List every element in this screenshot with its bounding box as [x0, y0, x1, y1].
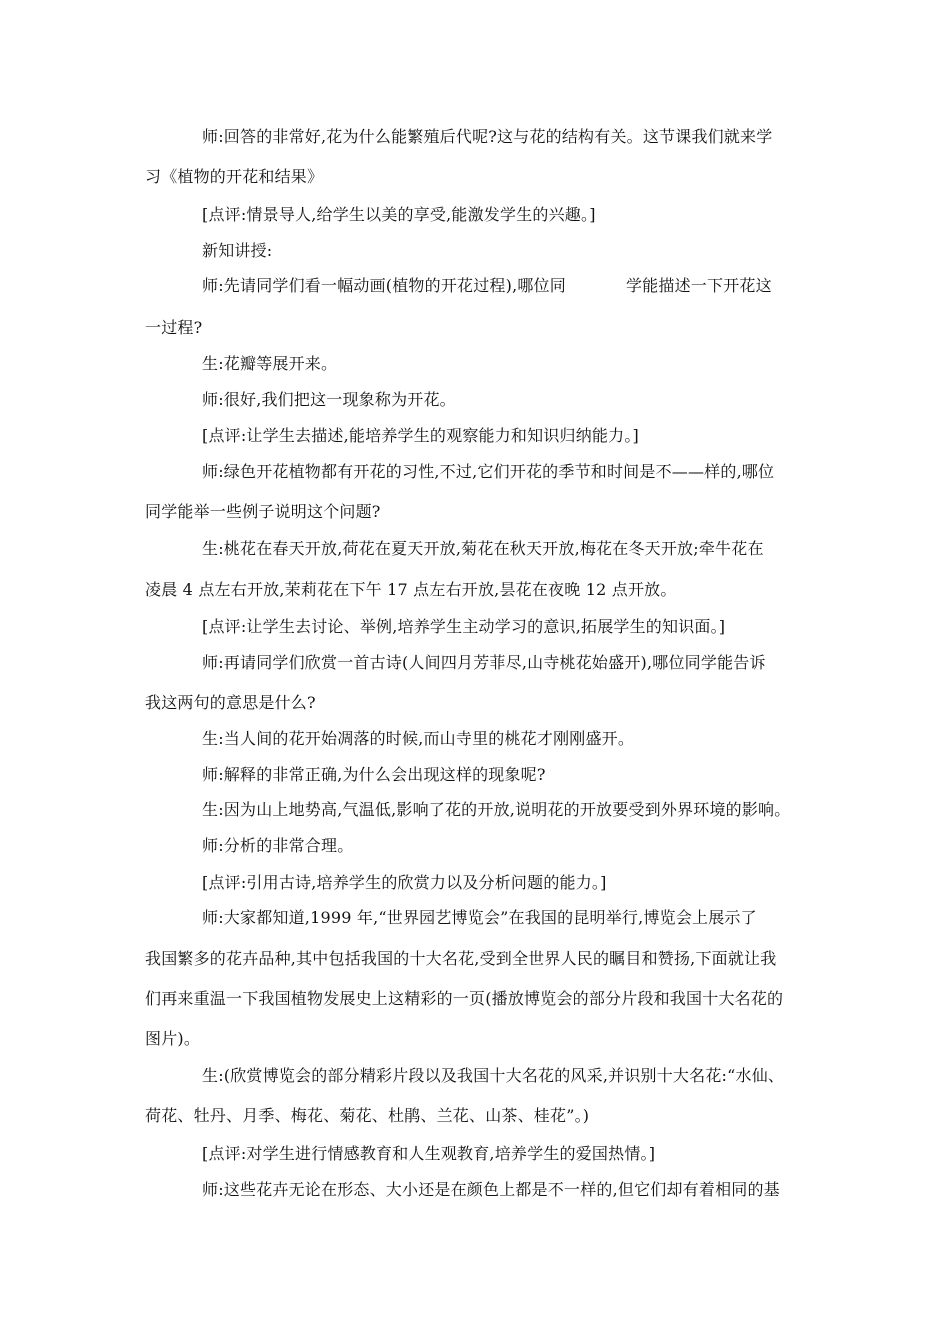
paragraph-line: 生:花瓣等展开来。	[202, 354, 338, 373]
paragraph-line: 生:(欣赏博览会的部分精彩片段以及我国十大名花的风采,并识别十大名花:“水仙、	[202, 1066, 785, 1085]
comment-line: [点评:情景导人,给学生以美的享受,能激发学生的兴趣。]	[202, 205, 596, 224]
paragraph-line: 习《植物的开花和结果》	[145, 167, 324, 186]
comment-line: [点评:让学生去描述,能培养学生的观察能力和知识归纳能力。]	[202, 426, 639, 445]
paragraph-line: 凌晨 4 点左右开放,茉莉花在下午 17 点左右开放,昙花在夜晚 12 点开放。	[145, 580, 677, 599]
paragraph-line: 师:再请同学们欣赏一首古诗(人间四月芳菲尽,山寺桃花始盛开),哪位同学能告诉	[202, 653, 766, 672]
paragraph-line: 师:这些花卉无论在形态、大小还是在颜色上都是不一样的,但它们却有着相同的基	[202, 1180, 780, 1199]
paragraph-line: 生:因为山上地势高,气温低,影响了花的开放,说明花的开放要受到外界环境的影响。	[202, 800, 791, 819]
paragraph-line: 荷花、牡丹、月季、梅花、菊花、杜鹃、兰花、山茶、桂花”。)	[145, 1106, 590, 1125]
paragraph-line: 师:分析的非常合理。	[202, 836, 354, 855]
paragraph-line: 图片)。	[145, 1029, 201, 1048]
line-segment: 学能描述一下开花这	[625, 276, 772, 295]
comment-line: [点评:让学生去讨论、举例,培养学生主动学习的意识,拓展学生的知识面。]	[202, 617, 726, 636]
paragraph-line: 们再来重温一下我国植物发展史上这精彩的一页(播放博览会的部分片段和我国十大名花的	[145, 989, 784, 1008]
paragraph-line: 我这两句的意思是什么?	[145, 693, 316, 712]
section-heading: 新知讲授:	[202, 241, 273, 260]
paragraph-line: 一过程?	[145, 318, 203, 337]
paragraph-line: 师:大家都知道,1999 年,“世界园艺博览会”在我国的昆明举行,博览会上展示了	[202, 908, 757, 927]
line-segment: 师:先请同学们看一幅动画(植物的开花过程),哪位同	[202, 276, 566, 295]
paragraph-line: 师:回答的非常好,花为什么能繁殖后代呢?这与花的结构有关。这节课我们就来学	[202, 127, 773, 146]
comment-line: [点评:对学生进行情感教育和人生观教育,培养学生的爱国热情。]	[202, 1144, 656, 1163]
comment-line: [点评:引用古诗,培养学生的欣赏力以及分析问题的能力。]	[202, 873, 607, 892]
paragraph-line: 师:解释的非常正确,为什么会出现这样的现象呢?	[202, 765, 546, 784]
paragraph-line: 师:很好,我们把这一现象称为开花。	[202, 390, 456, 409]
paragraph-line: 同学能举一些例子说明这个问题?	[145, 502, 381, 521]
paragraph-line: 生:当人间的花开始凋落的时候,而山寺里的桃花才刚刚盛开。	[202, 729, 635, 748]
paragraph-line: 师:绿色开花植物都有开花的习性,不过,它们开花的季节和时间是不——样的,哪位	[202, 462, 775, 481]
paragraph-line: 我国繁多的花卉品种,其中包括我国的十大名花,受到全世界人民的瞩目和赞扬,下面就让我	[145, 949, 777, 968]
paragraph-line: 生:桃花在春天开放,荷花在夏天开放,菊花在秋天开放,梅花在冬天开放;牵牛花在	[202, 539, 764, 558]
paragraph-line	[202, 276, 772, 296]
